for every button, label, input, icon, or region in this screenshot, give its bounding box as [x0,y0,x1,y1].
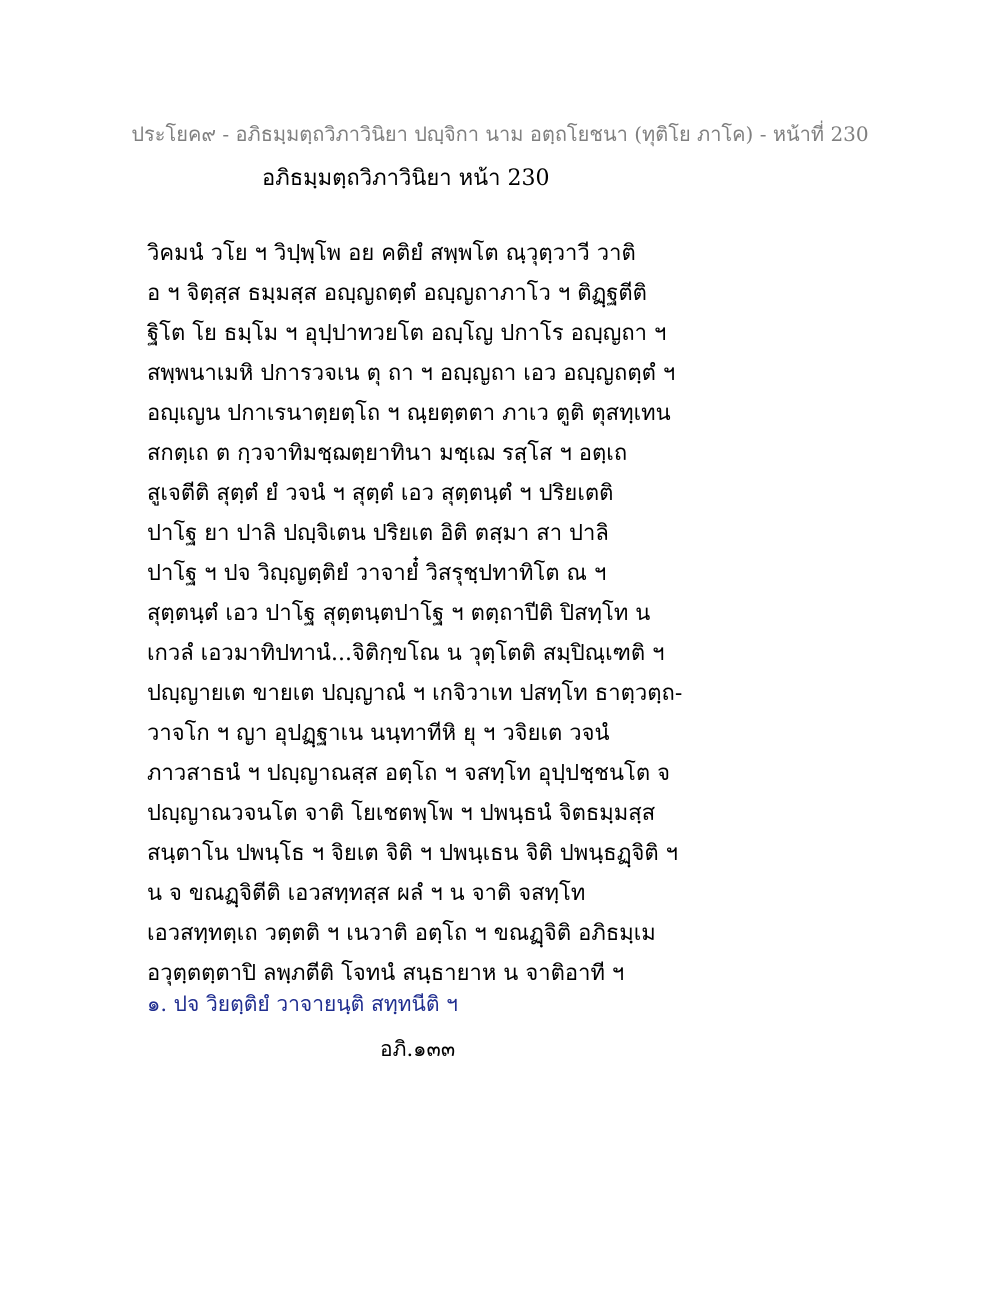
body-line: ปาโฐ ฯ ปจ วิญฺญตฺติยํ วาจายํ๋ วิสรุชฺปทาทิโต ณ ฯ [147,561,607,586]
body-line: วิคมนํ วโย ฯ วิปฺพฺโพ อย คติยํ สพฺพโต ณฺวุตฺวาวี วาติ [147,241,636,266]
body-line: ฐิโต โย ธมฺโม ฯ อุปฺปาทวยโต อญฺโญ ปกาโร อญฺญถา ฯ [147,321,667,346]
body-line: อวุตฺตตฺตาปิ ลพฺภตีติ โจทนํ สนฺธายาห น จาติอาที ฯ [147,961,625,986]
body-line: เกวลํ เอวมาทิปทานํ...จิติกฺขโณ น วุตฺโตติ สมฺปิณฺเฑติ ฯ [147,641,665,666]
footnote: ๑. ปจ วิยตฺติยํ วาจายนฺติ สทฺทนีติ ฯ [147,992,458,1016]
page-header-text: ประโยค๙ - อภิธมฺมตฺถวิภาวินิยา ปญฺจิกา นาม อตฺถโยชนา (ทุติโย ภาโค) - หน้าที่ 230 [131,122,869,146]
body-line: สุตฺตนฺตํ เอว ปาโฐ สุตฺตนฺตปาโฐ ฯ ตตฺถาปีติ ปิสทฺโท น [147,601,651,626]
body-line: ภาวสาธนํ ฯ ปญฺญาณสฺส อตฺโถ ฯ จสทฺโท อุปฺปชฺชนโต จ [147,761,671,786]
page-header [0,118,1000,150]
body-line: อญฺเญน ปกาเรนาตฺยตฺโถ ฯ ณฺยตฺตตา ภาเว ตูติ ตุสทฺเทน [147,401,671,426]
body-line: ปญฺญายเต ขายเต ปญฺญาณํ ฯ เกจิวาเท ปสทฺโท ธาตฺวตฺถ- [147,681,683,706]
body-line: ปาโฐ ยา ปาลิ ปญฺจิเตน ปริยเต อิติ ตสฺมา สา ปาลิ [147,521,609,546]
body-line: เอวสทฺทตฺเถ วตฺตติ ฯ เนวาติ อตฺโถ ฯ ขณฏฺจิติ อภิธมฺเม [147,921,656,946]
body-line: สกตฺเถ ต กฺวจาทิมชฺฌตฺยาทินา มชฺเฌ รสฺโส ฯ อตฺเถ [147,441,628,466]
body-line: สพฺพนาเมหิ ปการวจเน ตุ ถา ฯ อญฺญถา เอว อญฺญถตฺตํ ฯ [147,361,676,386]
body-line: ปญฺญาณวจนโต จาติ โยเชตพฺโพ ฯ ปพนฺธนํ จิตธมฺมสฺส [147,801,656,826]
body-line: วาจโก ฯ ญา อุปฏฺฐาเน นนฺทาทีหิ ยุ ฯ วจิยเต วจนํ [147,721,610,746]
page-title: อภิธมฺมตฺถวิภาวินิยา หน้า 230 [262,166,550,191]
body-text [147,234,867,994]
body-line: น จ ขณฏฺจิตีติ เอวสทฺทสฺส ผลํ ฯ น จาติ จสทฺโท [147,881,586,906]
body-line: สนฺตาโน ปพนฺโธ ฯ จิยเต จิติ ฯ ปพนฺเธน จิติ ปพนฺธฏฺจิติ ฯ [147,841,679,866]
page-code: อภิ.๑๓๓ [380,1037,456,1061]
body-line: สูเจตีติ สุตฺตํ ยํ วจนํ ฯ สุตฺตํ เอว สุตฺตนฺตํ ฯ ปริยเตติ [147,481,614,506]
body-line: อ ฯ จิตฺสฺส ธมฺมสฺส อญฺญถตฺตํ อญฺญถาภาโว ฯ ติฏฺฐตีติ [147,281,647,306]
